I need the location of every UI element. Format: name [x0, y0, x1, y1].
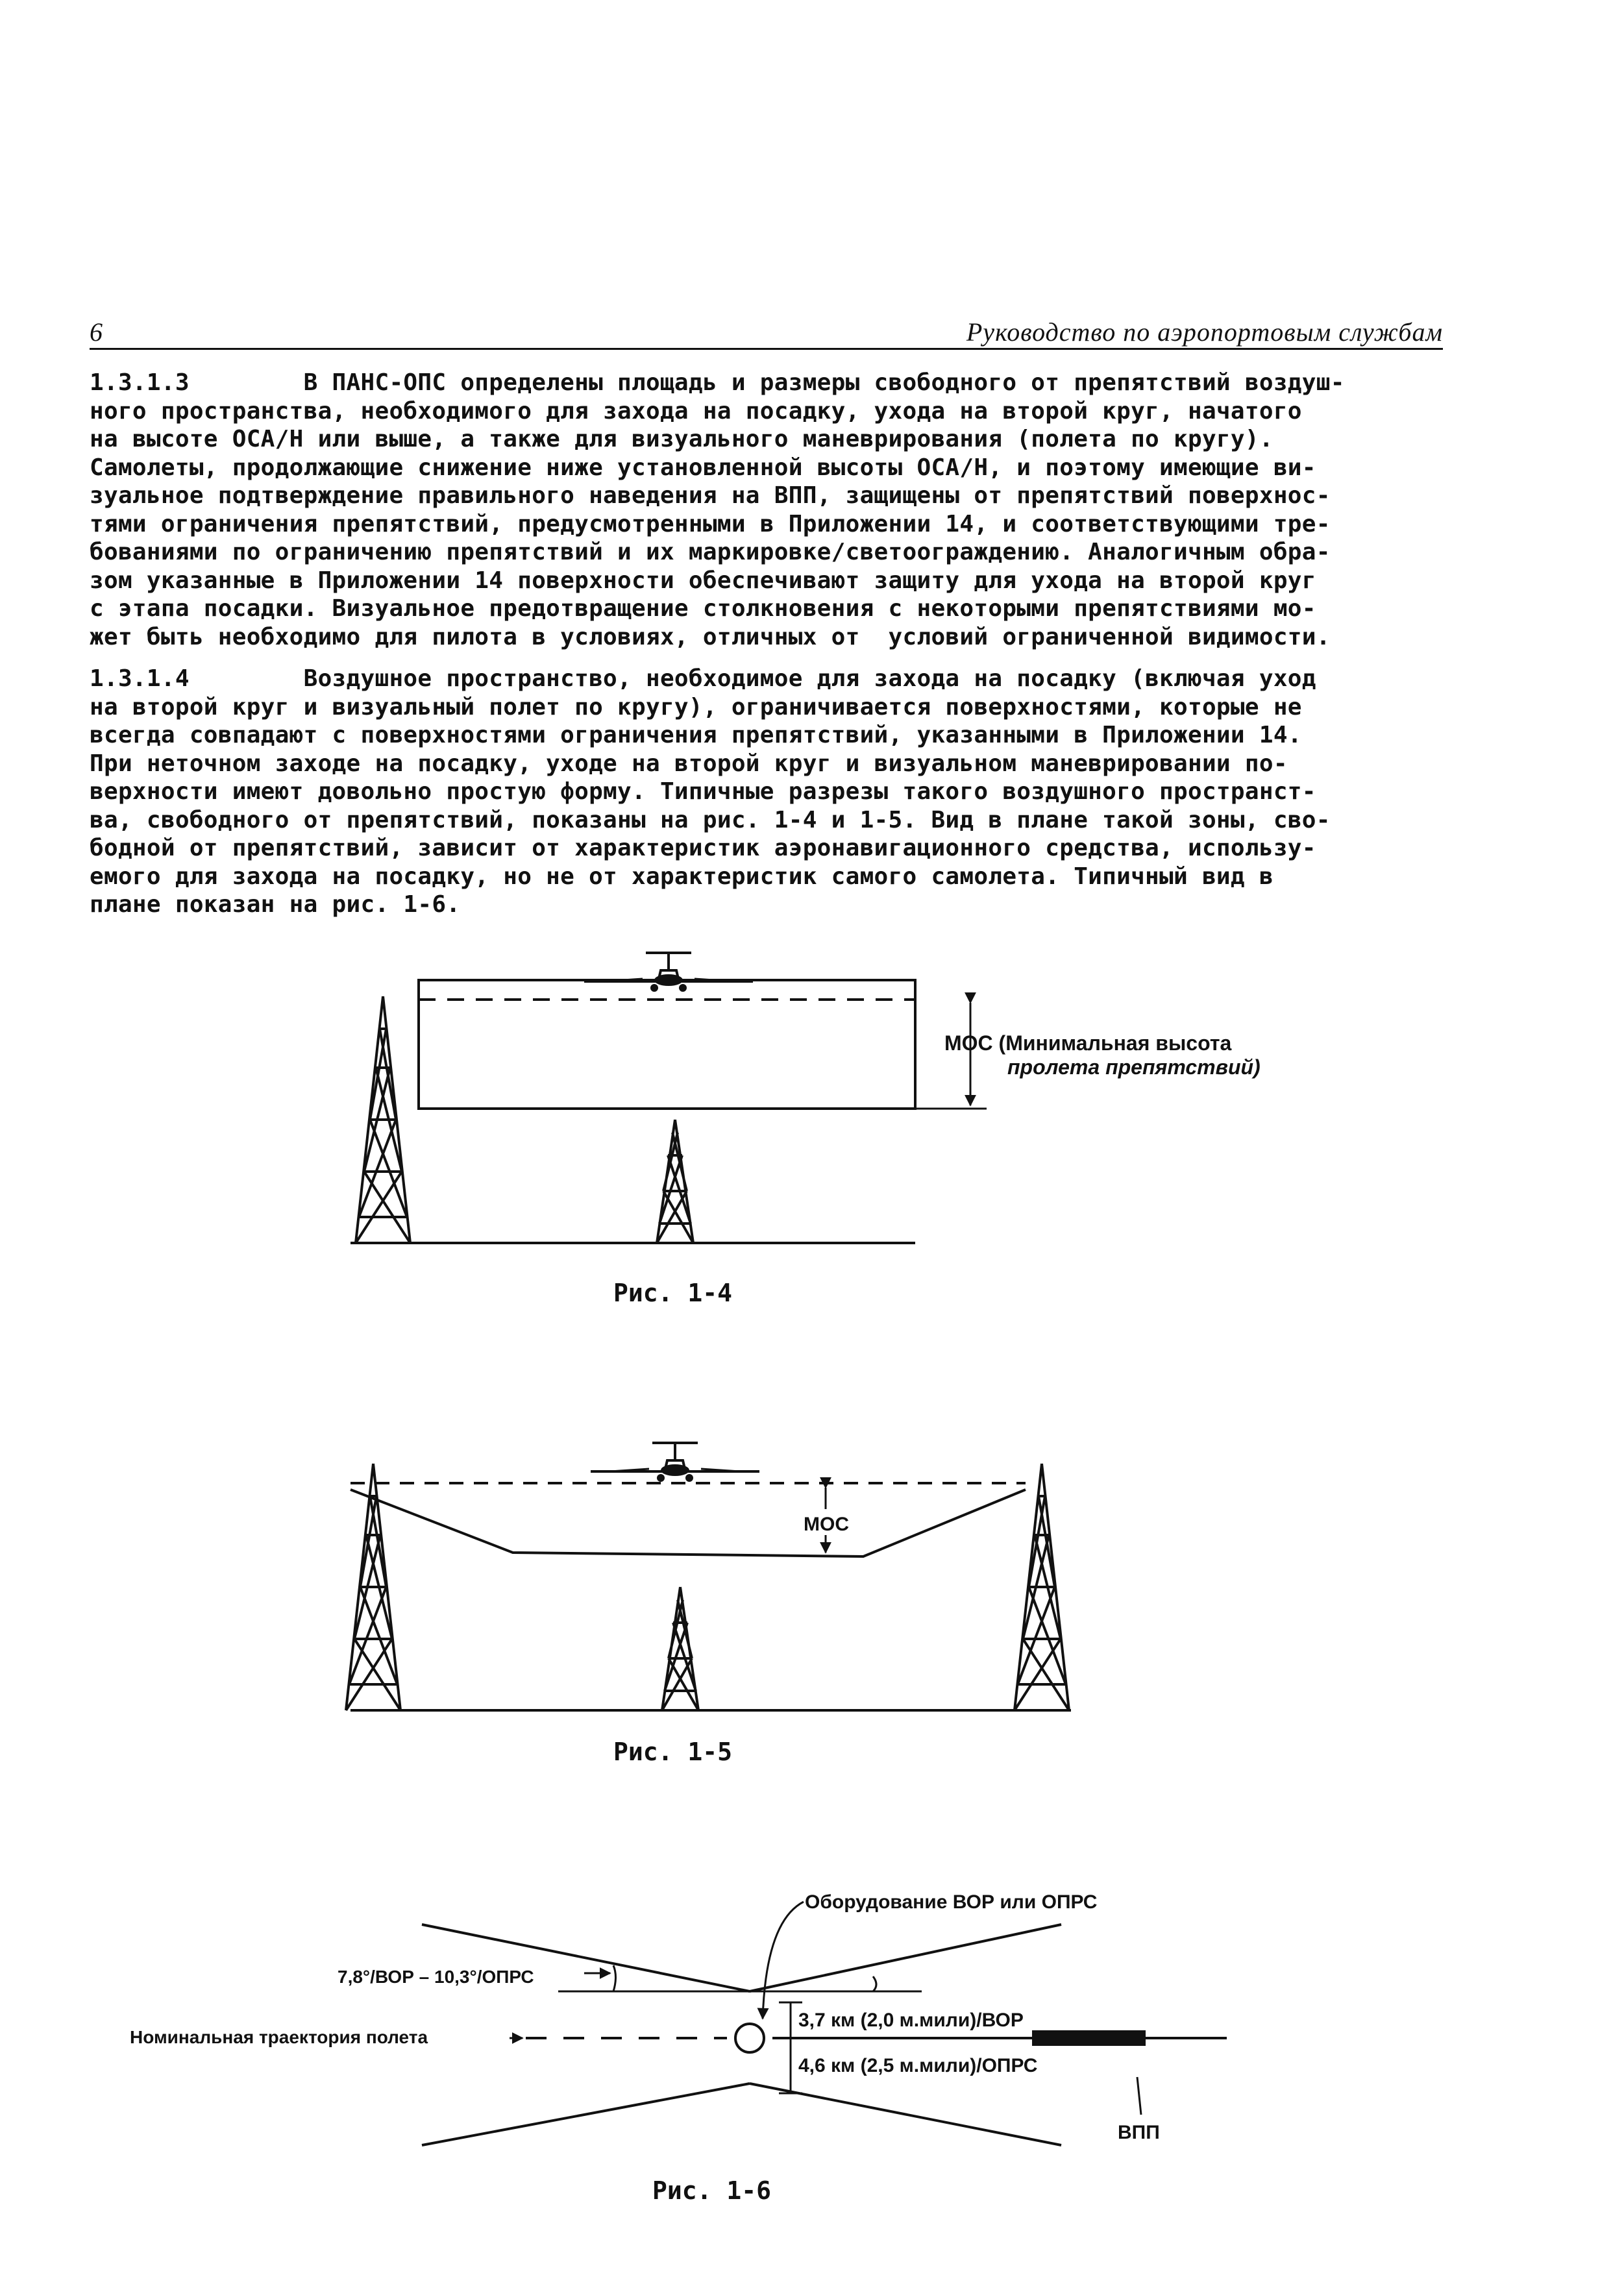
tower-icon — [662, 1587, 698, 1710]
text-line: зом указанные в Приложении 14 поверхности обеспечивают защиту для ухода на второй круг — [90, 567, 1316, 594]
runway-label: ВПП — [1118, 2122, 1160, 2143]
text-line: При неточном заходе на посадку, уходе на второй круг и визуальном маневрировании по- — [90, 750, 1288, 777]
text-line: емого для захода на посадку, но не от характеристик самого самолета. Типичный вид в — [90, 863, 1273, 890]
equipment-leader — [763, 1902, 804, 2019]
text-line: с этапа посадки. Визуальное предотвращение столкновения с некоторыми препятствиями мо- — [90, 595, 1316, 622]
running-title: Руководство по аэропортовым службам — [966, 317, 1443, 347]
text-line: ва, свободного от препятствий, показаны на рис. 1-4 и 1-5. Вид в плане такой зоны, сво- — [90, 806, 1331, 833]
text-line: бодной от препятствий, зависит от характеристик аэронавигационного средства, использу- — [90, 835, 1316, 861]
angle-label: 7,8°/ВОР – 10,3°/ОПРС — [338, 1967, 534, 1987]
angle-arc — [873, 1976, 876, 1991]
splay-line-upper-right — [750, 1925, 1061, 1991]
text-line: тями ограничения препятствий, предусмотренными в Приложении 14, и соответствующими тре- — [90, 510, 1331, 537]
clearance-surface — [351, 1490, 1026, 1556]
text-line: на второй круг и визуальный полет по кругу), ограничивается поверхностями, которые не — [90, 693, 1302, 720]
runway-icon — [1032, 2030, 1146, 2046]
moc-label-line2: пролета препятствий) — [1007, 1055, 1261, 1079]
aircraft-icon — [584, 953, 753, 992]
text-line: плане показан на рис. 1-6. — [90, 891, 461, 918]
text-line: верхности имеют довольно простую форму. Типичные разрезы такого воздушного пространст- — [90, 778, 1316, 805]
page-number: 6 — [90, 317, 103, 347]
text-line: зуальное подтверждение правильного наведения на ВПП, защищены от препятствий поверхнос- — [90, 482, 1331, 509]
figure-1-6 — [130, 1891, 1227, 2205]
tower-icon — [346, 1464, 400, 1710]
clearance-box — [419, 980, 915, 1109]
text-line: 1.3.1.4 Воздушное пространство, необходимое для захода на посадку (включая уход — [90, 665, 1316, 692]
figure-1-5 — [346, 1443, 1071, 1766]
tower-icon — [1015, 1464, 1069, 1710]
figure-caption: Рис. 1-5 — [613, 1738, 733, 1766]
runway-leader — [1137, 2077, 1141, 2115]
figure-1-4 — [351, 953, 1261, 1307]
text-line: ного пространства, необходимого для захода на посадку, ухода на второй круг, начатого — [90, 397, 1302, 424]
angle-arc — [613, 1965, 616, 1991]
text-line: на высоте ОСА/Н или выше, а также для визуального маневрирования (полета по кругу). — [90, 426, 1273, 452]
text-line: Самолеты, продолжающие снижение ниже установленной высоты ОСА/Н, и поэтому имеющие ви- — [90, 454, 1316, 481]
figure-caption: Рис. 1-6 — [652, 2176, 772, 2205]
text-line: всегда совпадают с поверхностями ограничения препятствий, указанными в Приложении 14. — [90, 722, 1302, 748]
nominal-track-label: Номинальная траектория полета — [130, 2027, 428, 2047]
splay-line-lower-left — [422, 2084, 750, 2145]
moc-label-line1: МОС (Минимальная высота — [944, 1031, 1232, 1055]
tower-icon — [356, 996, 410, 1243]
text-line: 1.3.1.3 В ПАНС-ОПС определены площадь и размеры свободного от препятствий воздуш- — [90, 369, 1345, 396]
vor-station-icon — [735, 2024, 764, 2052]
tower-icon — [657, 1120, 693, 1243]
distance-vor-label: 3,7 км (2,0 м.мили)/ВОР — [798, 2010, 1024, 2031]
text-line: бованиями по ограничению препятствий и их маркировке/светоограждению. Аналогичным обра- — [90, 539, 1331, 565]
moc-label: МОС — [804, 1514, 849, 1535]
text-line: жет быть необходимо для пилота в условиях, отличных от условий ограниченной видимости. — [90, 623, 1331, 650]
equipment-label: Оборудование ВОР или ОПРС — [805, 1891, 1098, 1913]
figure-caption: Рис. 1-4 — [613, 1279, 733, 1307]
aircraft-icon — [591, 1443, 759, 1482]
distance-oprs-label: 4,6 км (2,5 м.мили)/ОПРС — [798, 2055, 1038, 2076]
